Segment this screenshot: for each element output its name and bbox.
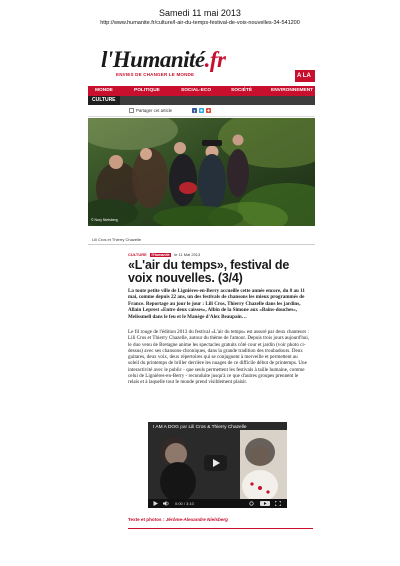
photo-illustration	[88, 118, 315, 226]
googleplus-icon[interactable]	[206, 108, 211, 113]
share-label: Partager cet article	[136, 108, 173, 113]
main-nav	[88, 86, 315, 96]
settings-icon[interactable]	[248, 501, 255, 506]
article-lead: La toute petite ville de Lignières-en-Berry accueille cette année encore, du 8 au 11 mai, comme depuis 22 ans, un des festivals de chansons les mieux programmés de France. Reportage au jour le jour : Lili Cros, Thierry Chazelle dans les jardins, Allain Leprest «Entre deux caisses», Albin de la Simone aux «Bains-douches», Melissmell dans le feu et le Manège d'Alex Beaupain…	[128, 288, 305, 320]
photo-credit: © Nury Nielsberg	[91, 218, 118, 222]
video-time: 0:00 / 3:10	[175, 500, 194, 506]
logo-tld: .fr	[204, 47, 226, 72]
facebook-icon[interactable]	[192, 108, 197, 113]
photo-caption: Lili Cros et Thierry Chazelle	[92, 237, 142, 242]
play-icon	[213, 459, 220, 467]
nav-item-environnement[interactable]: ENVIRONNEMENT	[271, 88, 314, 93]
nav-item-monde[interactable]: MONDE	[95, 88, 113, 93]
print-url: http://www.humanite.fr/culture/l-air-du-temps-festival-de-voix-nouvelles-34-541200	[100, 20, 300, 26]
share-bar	[88, 106, 315, 117]
article-page	[88, 44, 315, 534]
print-date: Samedi 11 mai 2013	[159, 8, 241, 18]
play-small-icon[interactable]	[153, 501, 158, 506]
svg-text:f: f	[193, 108, 196, 113]
article-photo	[88, 118, 315, 226]
video-title-sep: par	[180, 425, 188, 430]
promo-banner[interactable]: A LA	[295, 70, 315, 82]
fullscreen-icon[interactable]	[275, 501, 281, 506]
nav-item-social-eco[interactable]: SOCIAL-ECO	[181, 88, 212, 93]
credit-author[interactable]: Jérôme-Alexandre Nielsberg	[165, 517, 228, 522]
credit-label: Texte et photos :	[128, 517, 166, 522]
article-title: «L'air du temps», festival de voix nouvelles. (3/4)	[128, 258, 290, 285]
video-player[interactable]	[148, 422, 287, 508]
article-meta	[128, 252, 200, 257]
article-date: le 11 Mai 2013	[174, 252, 201, 257]
article-category[interactable]: CULTURE	[128, 252, 147, 257]
video-controls	[148, 499, 287, 508]
video-title[interactable]	[153, 425, 247, 430]
article-end-divider	[128, 528, 313, 529]
article-source-badge: l'Humanité	[151, 253, 170, 257]
video-title-song: I AM A DOG	[153, 425, 179, 430]
play-button[interactable]	[204, 455, 227, 471]
video-title-artists: Lili Cros & Thierry Chazelle	[188, 425, 247, 430]
article-credit	[128, 517, 228, 522]
volume-icon[interactable]	[163, 501, 169, 506]
article-body: Le fil rouge de l'édition 2013 du festival «L'air du temps» est assuré par deux chanteurs : Lili Cros et Thierry Chazelle, autour du thème de l'amour. Depuis trois jours aujourd'hui, le duo venu de Bretagne anime les spectacles gratuits côté cour et jardin (voir photo ci-dessus) avec ses chansons-chroniques, dans la grande tradition des troubadours. Deux guitares, deux voix, deux répertoires qui se conjuguent à merveille et permettent au soleil du printemps de briller derrière les nuages de ce difficile début de printemps. Une interactivité avec le public - que seuls permettent les festivals à taille humaine, comme celui de Lignières-en-Berry - reconduite jusqu'à ce que d'autres groupes prennent le relais et à laquelle tout le monde prend visiblement plaisir.	[128, 329, 310, 385]
site-logo[interactable]	[101, 47, 226, 73]
nav-item-politique[interactable]: POLITIQUE	[134, 88, 160, 93]
site-header	[88, 44, 315, 84]
nav-item-societe[interactable]: SOCIÉTÉ	[231, 88, 253, 93]
section-label-culture[interactable]: CULTURE	[88, 96, 120, 105]
caption-divider	[88, 244, 315, 245]
logo-main: l'Humanité	[101, 47, 205, 72]
section-bar	[88, 96, 315, 105]
youtube-icon[interactable]	[260, 501, 270, 506]
print-icon[interactable]	[129, 108, 134, 113]
site-tagline: ENVIES DE CHANGER LE MONDE	[116, 72, 195, 77]
twitter-icon[interactable]	[199, 108, 204, 113]
